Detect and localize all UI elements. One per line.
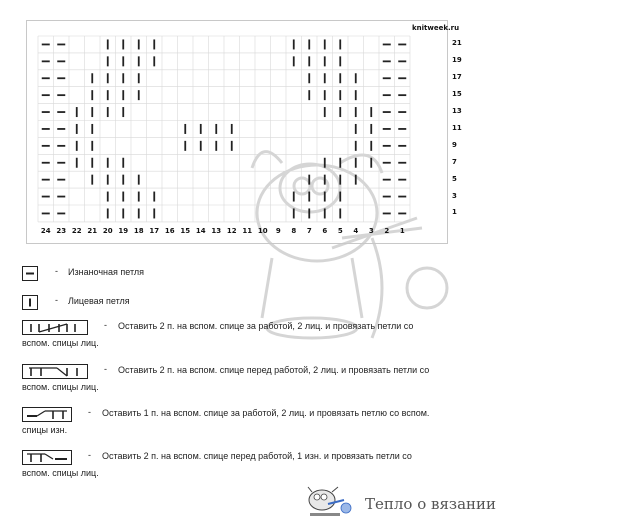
row-number: 11 [452, 123, 462, 132]
legend-text: Оставить 2 п. на вспом. спице за работой, 2 лиц. и провязать петли со [118, 321, 414, 331]
column-number: 12 [226, 227, 237, 235]
legend-dash: - [104, 364, 107, 374]
legend-text-continued: вспом. спицы лиц. [22, 382, 99, 392]
column-number: 20 [102, 227, 113, 235]
column-number: 16 [164, 227, 175, 235]
legend-dash: - [55, 295, 58, 305]
row-number: 7 [452, 157, 457, 166]
legend-symbol-icon [23, 365, 87, 378]
column-number: 4 [353, 227, 359, 235]
row-number: 9 [452, 140, 457, 149]
legend-text: Оставить 1 п. на вспом. спице за работой, 2 лиц. и провязать петлю со вспом. [102, 408, 430, 418]
column-number: 9 [275, 227, 281, 235]
column-number: 8 [291, 227, 297, 235]
legend-text: Изнаночная петля [68, 267, 145, 277]
legend-symbol-c4b [22, 320, 88, 335]
row-number: 1 [452, 208, 457, 217]
column-number: 1 [399, 227, 405, 235]
column-number: 11 [242, 227, 253, 235]
legend-symbol-purl [22, 266, 38, 281]
row-number: 15 [452, 90, 462, 99]
row-number: 19 [452, 56, 462, 65]
column-number: 10 [257, 227, 268, 235]
legend-dash: - [104, 320, 107, 330]
legend-symbol-t3b [22, 407, 72, 422]
legend-text-continued: вспом. спицы лиц. [22, 338, 99, 348]
legend-symbol-icon [23, 408, 71, 421]
column-number: 5 [337, 227, 343, 235]
row-number: 17 [452, 73, 462, 82]
column-number: 2 [384, 227, 390, 235]
brand-name: Тепло о вязании [365, 495, 497, 513]
column-number: 3 [368, 227, 374, 235]
column-number: 14 [195, 227, 206, 235]
row-number: 5 [452, 174, 457, 183]
column-number: 19 [118, 227, 129, 235]
legend-symbol-icon [23, 267, 37, 280]
legend-symbol-icon [23, 321, 87, 334]
column-number: 24 [40, 227, 51, 235]
column-number: 23 [56, 227, 67, 235]
row-number: 3 [452, 191, 457, 200]
legend-dash: - [88, 407, 91, 417]
column-number: 21 [87, 227, 98, 235]
chart-grid [38, 36, 410, 222]
column-number: 13 [211, 227, 222, 235]
column-number: 7 [306, 227, 312, 235]
legend-text: Лицевая петля [68, 296, 130, 306]
column-number: 17 [149, 227, 160, 235]
legend-text: Оставить 2 п. на вспом. спице перед работой, 2 лиц. и провязать петли со [118, 365, 430, 375]
brand-sheep-logo-icon [300, 482, 358, 518]
legend-symbol-icon [23, 296, 37, 309]
legend-dash: - [88, 450, 91, 460]
site-label: knitweek.ru [412, 24, 460, 32]
legend-symbol-icon [23, 451, 71, 464]
column-number: 22 [71, 227, 82, 235]
legend-dash: - [55, 266, 58, 276]
legend-text-continued: вспом. спицы лиц. [22, 468, 99, 478]
row-number: 13 [452, 107, 462, 116]
column-number: 6 [322, 227, 328, 235]
legend-symbol-c4f [22, 364, 88, 379]
legend-symbol-knit [22, 295, 38, 310]
legend-text: Оставить 2 п. на вспом. спице перед работой, 1 изн. и провязать петли со [102, 451, 412, 461]
row-number: 21 [452, 39, 462, 48]
column-number: 18 [133, 227, 144, 235]
legend-text-continued: спицы изн. [22, 425, 68, 435]
column-number: 15 [180, 227, 191, 235]
legend-symbol-t3f [22, 450, 72, 465]
